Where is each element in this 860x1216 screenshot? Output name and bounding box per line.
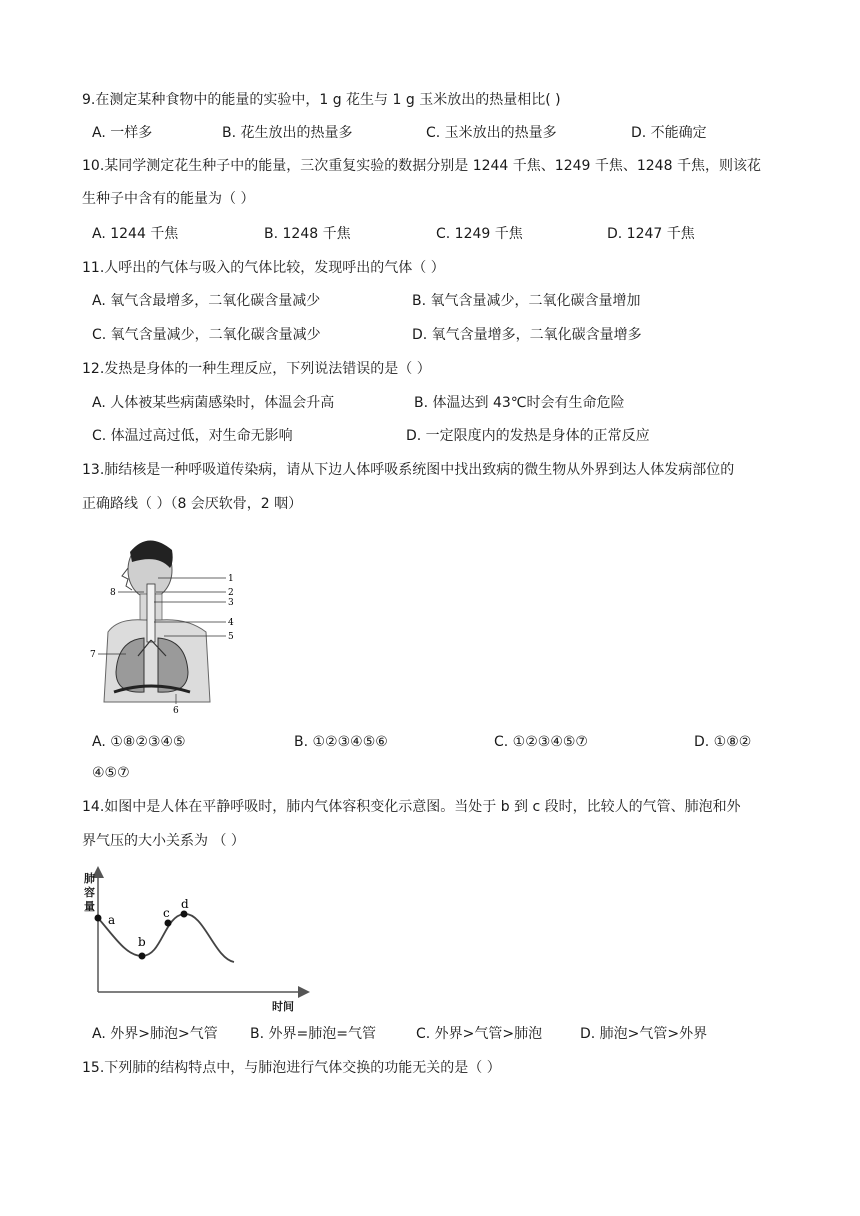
lung-volume-chart (84, 866, 314, 1016)
point-a-label: a (108, 913, 116, 927)
question-14-line1: 14.如图中是人体在平静呼吸时，肺内气体容积变化示意图。当处于 b 到 c 段时，比较人的气管、肺泡和外 (82, 799, 741, 815)
respiratory-system-diagram (88, 532, 248, 716)
point-c (165, 920, 172, 927)
q11-option-d[interactable]: D. 氧气含量增多，二氧化碳含量增多 (412, 327, 642, 343)
q10-option-a[interactable]: A. 1244 千焦 (92, 226, 179, 242)
q13-option-c[interactable]: C. ①②③④⑤⑦ (494, 734, 588, 750)
q13-option-b[interactable]: B. ①②③④⑤⑥ (294, 734, 388, 750)
q10-option-c[interactable]: C. 1249 千焦 (436, 226, 523, 242)
label-5: 5 (228, 632, 234, 642)
q10-option-b[interactable]: B. 1248 千焦 (264, 226, 351, 242)
question-13-line1: 13.肺结核是一种呼吸道传染病，请从下边人体呼吸系统图中找出致病的微生物从外界到达人体发病部位的 (82, 462, 735, 478)
label-7: 7 (90, 650, 96, 660)
q12-option-c[interactable]: C. 体温过高过低，对生命无影响 (92, 428, 293, 444)
point-d-label: d (181, 897, 189, 911)
x-axis-label: 时间 (272, 1000, 294, 1013)
question-10-line2: 生种子中含有的能量为（ ） (82, 191, 255, 207)
q12-option-a[interactable]: A. 人体被某些病菌感染时，体温会升高 (92, 395, 335, 411)
respiratory-system-figure (88, 532, 248, 716)
point-a (95, 915, 102, 922)
q10-option-d[interactable]: D. 1247 千焦 (607, 226, 695, 242)
point-b-label: b (138, 935, 146, 949)
label-8: 8 (110, 588, 116, 598)
label-4: 4 (228, 618, 234, 628)
question-15: 15.下列肺的结构特点中，与肺泡进行气体交换的功能无关的是（ ） (82, 1060, 501, 1076)
q14-option-c[interactable]: C. 外界>气管>肺泡 (416, 1026, 543, 1042)
q12-option-d[interactable]: D. 一定限度内的发热是身体的正常反应 (406, 428, 650, 444)
point-d (181, 911, 188, 918)
y-axis-label: 肺容量 (84, 872, 95, 913)
q9-option-b[interactable]: B. 花生放出的热量多 (222, 125, 353, 141)
label-6: 6 (173, 706, 179, 716)
question-14-line2: 界气压的大小关系为 （ ） (82, 833, 245, 849)
point-c-label: c (163, 906, 170, 920)
q14-option-a[interactable]: A. 外界>肺泡>气管 (92, 1026, 218, 1042)
question-12: 12.发热是身体的一种生理反应，下列说法错误的是（ ） (82, 361, 431, 377)
q9-option-d[interactable]: D. 不能确定 (631, 125, 707, 141)
question-11: 11.人呼出的气体与吸入的气体比较，发现呼出的气体（ ） (82, 260, 445, 276)
q13-option-d-continued: ④⑤⑦ (92, 765, 130, 781)
q9-option-a[interactable]: A. 一样多 (92, 125, 153, 141)
q11-option-a[interactable]: A. 氧气含最增多，二氧化碳含量减少 (92, 293, 321, 309)
q11-option-c[interactable]: C. 氧气含量减少，二氧化碳含量减少 (92, 327, 321, 343)
label-2: 2 (228, 588, 234, 598)
q11-option-b[interactable]: B. 氧气含量减少，二氧化碳含量增加 (412, 293, 641, 309)
q13-option-a[interactable]: A. ①⑧②③④⑤ (92, 734, 186, 750)
q13-option-d[interactable]: D. ①⑧② (694, 734, 752, 750)
q12-option-b[interactable]: B. 体温达到 43℃时会有生命危险 (414, 395, 625, 411)
question-10-line1: 10.某同学测定花生种子中的能量，三次重复实验的数据分别是 1244 千焦、1249 千焦、1248 千焦，则该花 (82, 158, 761, 174)
point-b (139, 953, 146, 960)
question-9: 9.在测定某种食物中的能量的实验中，1 g 花生与 1 g 玉米放出的热量相比( ) (82, 92, 561, 108)
q14-option-d[interactable]: D. 肺泡>气管>外界 (580, 1026, 708, 1042)
lung-volume-graph (84, 866, 314, 1016)
label-1: 1 (228, 574, 234, 584)
question-13-line2: 正确路线（ ）（8 会厌软骨，2 咽） (82, 496, 303, 512)
q9-option-c[interactable]: C. 玉米放出的热量多 (426, 125, 557, 141)
label-3: 3 (228, 598, 234, 608)
q14-option-b[interactable]: B. 外界=肺泡=气管 (250, 1026, 376, 1042)
